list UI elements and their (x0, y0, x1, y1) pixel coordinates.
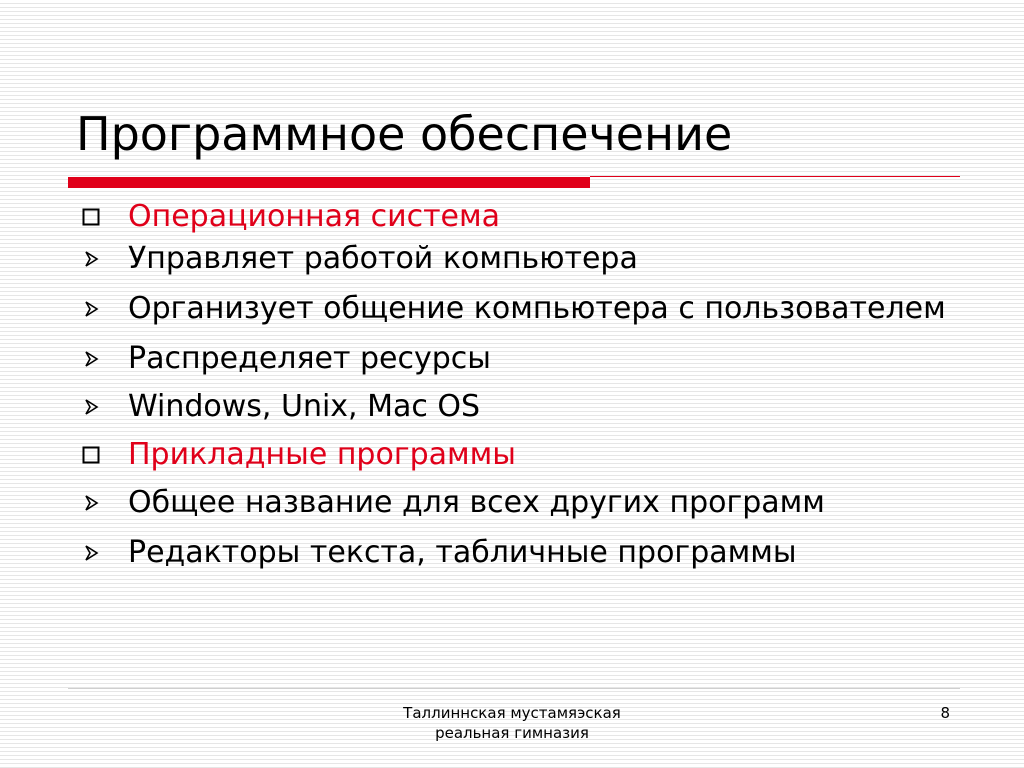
bullet-text: Windows, Unix, Mac OS (128, 389, 481, 424)
bullet-text: Управляет работой компьютера (128, 241, 638, 276)
arrow-right-icon (76, 292, 106, 326)
bullet-item (74, 486, 974, 520)
title-underline-thin (590, 176, 960, 177)
arrow-right-icon (76, 390, 106, 424)
bullet-item (74, 242, 974, 276)
footer-divider (68, 688, 960, 689)
bullet-text: Операционная система (128, 199, 501, 234)
arrow-right-icon (76, 342, 106, 376)
footer-line-1: Таллиннская мустамяэская (403, 704, 621, 722)
footer-school-name (340, 703, 684, 743)
arrow-right-icon (76, 536, 106, 570)
footer-line-2: реальная гимназия (435, 724, 589, 742)
bullet-item (74, 200, 974, 234)
bullet-item (74, 390, 974, 424)
title-underline-thick (68, 177, 590, 188)
square-outline-icon (76, 200, 106, 234)
bullet-item (74, 536, 974, 570)
bullet-text: Прикладные программы (128, 437, 516, 472)
bullet-item (74, 438, 974, 472)
bullet-list (74, 200, 974, 584)
bullet-text: Редакторы текста, табличные программы (128, 535, 797, 570)
bullet-text: Общее название для всех других программ (128, 485, 825, 520)
arrow-right-icon (76, 242, 106, 276)
page-number: 8 (940, 704, 950, 722)
slide-title: Программное обеспечение (76, 107, 733, 161)
bullet-text: Организует общение компьютера с пользователем (128, 291, 946, 326)
bullet-item (74, 342, 974, 376)
square-outline-icon (76, 438, 106, 472)
bullet-item (74, 292, 974, 326)
arrow-right-icon (76, 486, 106, 520)
bullet-text: Распределяет ресурсы (128, 341, 491, 376)
